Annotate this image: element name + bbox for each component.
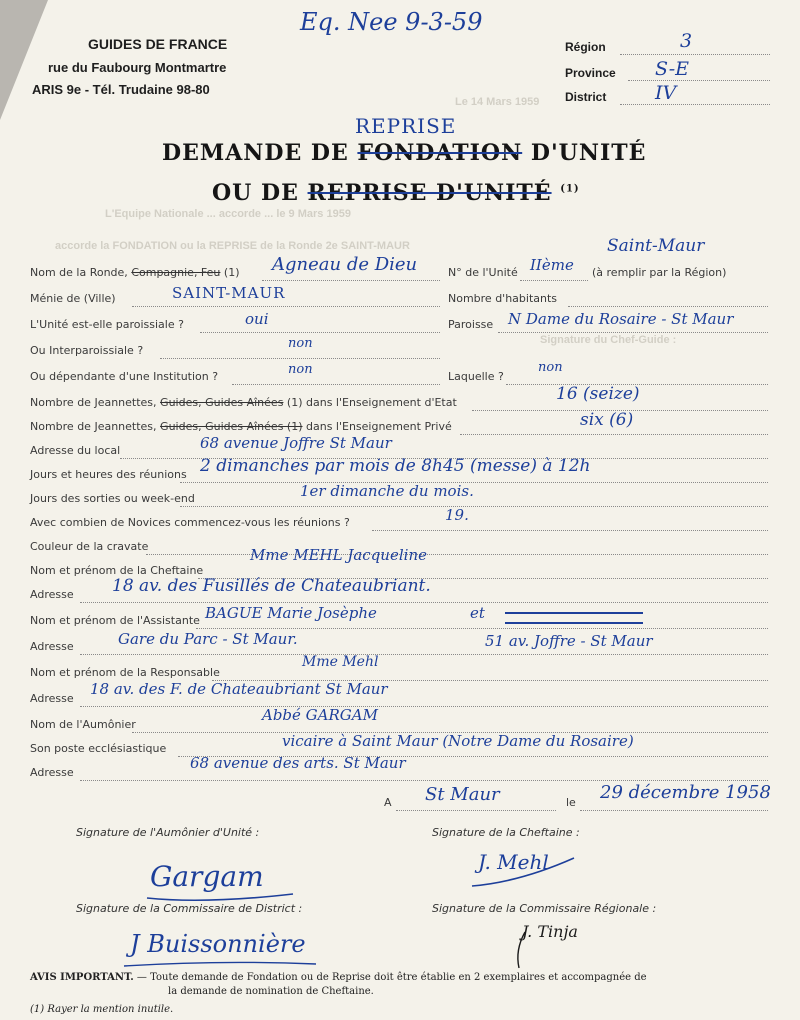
adresse2-line [80, 654, 768, 655]
assistante-extra: et [470, 604, 485, 622]
date-value: 29 décembre 1958 [600, 782, 771, 803]
sig-cheftaine-flourish [470, 852, 580, 892]
paroisse-label: Paroisse [448, 318, 494, 331]
sig-district: J Buissonnière [130, 930, 306, 958]
etat-label-post: (1) dans l'Enseignement d'Etat [286, 396, 457, 409]
avis-line-2: la demande de nomination de Cheftaine. [168, 986, 374, 997]
region-label: Région [565, 40, 606, 54]
cheftaine-label: Nom et prénom de la Cheftaine [30, 564, 204, 577]
sig-aumonier: Gargam [150, 860, 264, 893]
cheftaine-value: Mme MEHL Jacqueline [250, 546, 427, 564]
title-prefix-1: DEMANDE DE [162, 140, 349, 166]
reunions-line [180, 482, 768, 483]
institution-line [232, 384, 440, 385]
paroisse-value: N Dame du Rosaire - St Maur [508, 310, 734, 328]
institution-value: non [288, 362, 313, 377]
sig-cheftaine-label: Signature de la Cheftaine : [432, 826, 580, 839]
sig-regionale: J. Tinja [522, 922, 578, 941]
district-label: District [565, 90, 607, 104]
cravate-line [146, 554, 768, 555]
unit-no-note: (à remplir par la Région) [592, 266, 727, 279]
title-struck-fondation: FONDATION [357, 140, 523, 166]
province-label: Province [565, 66, 616, 80]
avis-text: — Toute demande de Fondation ou de Reprise doit être établie en 2 exemplaires et accompagnée de [136, 972, 647, 983]
org-name: GUIDES DE FRANCE [88, 36, 228, 52]
assistante-label: Nom et prénom de l'Assistante [30, 614, 200, 627]
prive-label-struck: Guides, Guides Aînées (1) [160, 420, 303, 433]
menie-line [132, 306, 440, 307]
region-value: 3 [680, 30, 693, 52]
org-city-phone: ARIS 9e - Tél. Trudaine 98-80 [32, 82, 210, 97]
place-line [396, 810, 556, 811]
cravate-label: Couleur de la cravate [30, 540, 149, 553]
title-prefix-2: OU DE [212, 180, 299, 206]
novices-label: Avec combien de Novices commencez-vous les réunions ? [30, 516, 350, 529]
district-value: IV [655, 82, 677, 104]
laquelle-value: non [538, 360, 563, 375]
prive-label-pre: Nombre de Jeannettes, [30, 420, 157, 433]
assistante-line [196, 628, 768, 629]
unit-no-extra: Saint-Maur [607, 236, 705, 256]
menie-label: Ménie de (Ville) [30, 292, 116, 305]
adresse4-line [80, 780, 768, 781]
adresse4-label: Adresse [30, 766, 74, 779]
etat-label-pre: Nombre de Jeannettes, [30, 396, 157, 409]
title-footnote-mark: (1) [560, 183, 580, 195]
folded-corner [0, 0, 48, 120]
sig-cheftaine: J. Mehl [478, 850, 549, 874]
etat-label [30, 396, 457, 409]
title-insert-reprise: REPRISE [355, 114, 457, 138]
habitants-label: Nombre d'habitants [448, 292, 558, 305]
novices-line [372, 530, 768, 531]
date-line [580, 810, 768, 811]
paroissiale-line [200, 332, 440, 333]
local-value: 68 avenue Joffre St Maur [200, 434, 392, 452]
sig-regionale-label: Signature de la Commissaire Régionale : [432, 902, 657, 915]
poste-label: Son poste ecclésiastique [30, 742, 167, 755]
province-value: S-E [655, 58, 690, 80]
ghost-date: Le 14 Mars 1959 [455, 96, 540, 108]
place-value: St Maur [425, 784, 500, 805]
reunions-value: 2 dimanches par mois de 8h45 (messe) à 12h [200, 456, 591, 476]
ronde-label-text: Nom de la Ronde, [30, 266, 128, 279]
region-line [620, 54, 770, 55]
adresse2-extra: 51 av. Joffre - St Maur [485, 632, 653, 650]
assistante-scribble [505, 612, 643, 624]
sorties-value: 1er dimanche du mois. [300, 482, 474, 500]
province-line [628, 80, 770, 81]
aumonier-value: Abbé GARGAM [262, 706, 378, 724]
ronde-label-struck: Compagnie, Feu [131, 266, 221, 279]
title-line-1 [162, 140, 646, 166]
prive-line [460, 434, 768, 435]
adresse3-line [80, 706, 768, 707]
novices-value: 19. [445, 506, 469, 524]
sig-regionale-flourish [505, 930, 535, 970]
reunions-label: Jours et heures des réunions [30, 468, 187, 481]
adresse4-value: 68 avenue des arts. St Maur [190, 754, 406, 772]
adresse3-label: Adresse [30, 692, 74, 705]
prive-label-post: dans l'Enseignement Privé [306, 420, 452, 433]
district-line [620, 104, 770, 105]
avis-line-1 [30, 972, 647, 983]
adresse1-label: Adresse [30, 588, 74, 601]
title-struck-reprise: REPRISE D'UNITÉ [307, 180, 552, 206]
ronde-label [30, 266, 240, 279]
prive-label [30, 420, 452, 433]
etat-value: 16 (seize) [556, 384, 640, 404]
habitants-line [568, 306, 768, 307]
avis-label: AVIS IMPORTANT. [30, 972, 134, 983]
title-line-2 [212, 180, 580, 206]
sorties-line [180, 506, 768, 507]
adresse3-value: 18 av. des F. de Chateaubriant St Maur [90, 680, 388, 698]
interpar-line [160, 358, 440, 359]
poste-value: vicaire à Saint Maur (Notre Dame du Rosaire) [282, 732, 634, 750]
title-suffix-1: D'UNITÉ [530, 140, 647, 166]
paroissiale-value: oui [245, 310, 269, 328]
interpar-label: Ou Interparoissiale ? [30, 344, 144, 357]
place-a-label: A [384, 796, 392, 809]
date-le-label: le [566, 796, 576, 809]
org-address: rue du Faubourg Montmartre [48, 60, 227, 75]
etat-label-struck: Guides, Guides Aînées [160, 396, 284, 409]
assistante-value: BAGUE Marie Josèphe [205, 604, 377, 622]
local-label: Adresse du local [30, 444, 121, 457]
menie-value: SAINT-MAUR [172, 284, 286, 302]
adresse1-line [80, 602, 768, 603]
footnote: (1) Rayer la mention inutile. [30, 1004, 174, 1015]
responsable-label: Nom et prénom de la Responsable [30, 666, 220, 679]
sig-district-label: Signature de la Commissaire de District : [76, 902, 303, 915]
interpar-value: non [288, 336, 313, 351]
responsable-value: Mme Mehl [302, 654, 379, 670]
ronde-value: Agneau de Dieu [272, 254, 418, 275]
aumonier-label: Nom de l'Aumônier [30, 718, 136, 731]
sig-aumonier-label: Signature de l'Aumônier d'Unité : [76, 826, 260, 839]
unit-no-line [520, 280, 588, 281]
laquelle-label: Laquelle ? [448, 370, 504, 383]
ghost-line-3: accorde la FONDATION ou la REPRISE de la Ronde 2e SAINT-MAUR [55, 240, 410, 252]
sig-district-flourish [120, 958, 320, 970]
paroissiale-label: L'Unité est-elle paroissiale ? [30, 318, 184, 331]
handwritten-reference: Eq. Nee 9-3-59 [300, 8, 483, 36]
unit-no-label: N° de l'Unité [448, 266, 518, 279]
adresse2-value: Gare du Parc - St Maur. [118, 630, 298, 648]
adresse1-value: 18 av. des Fusillés de Chateaubriant. [112, 576, 431, 596]
institution-label: Ou dépendante d'une Institution ? [30, 370, 219, 383]
unit-no-value: IIème [530, 256, 574, 274]
sorties-label: Jours des sorties ou week-end [30, 492, 195, 505]
ghost-line-2: L'Equipe Nationale ... accorde ... le 9 Mars 1959 [105, 208, 351, 220]
prive-value: six (6) [580, 410, 634, 430]
adresse2-label: Adresse [30, 640, 74, 653]
ghost-line-4: Signature du Chef-Guide : [540, 334, 677, 346]
ronde-line [262, 280, 440, 281]
paroisse-line [498, 332, 768, 333]
ronde-label-note: (1) [223, 266, 240, 279]
